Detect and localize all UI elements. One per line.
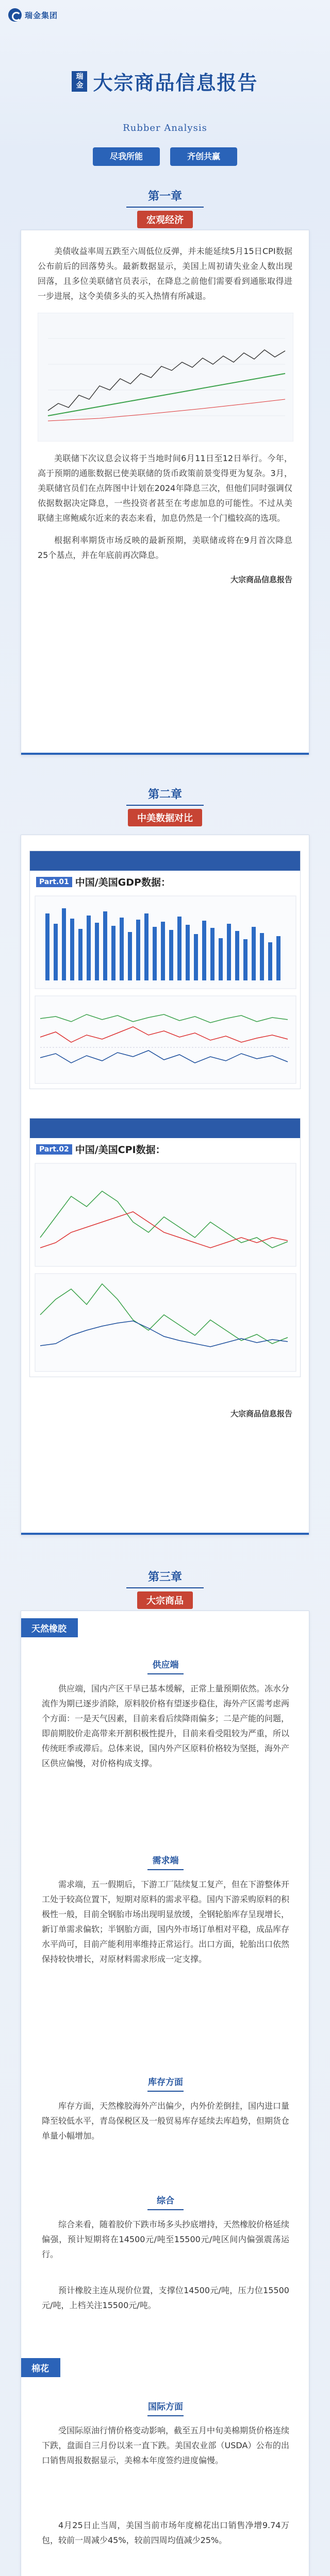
section-name: 大宗商品 [137, 1591, 193, 1609]
slogan-button-1: 尽我所能 [93, 147, 160, 166]
rubber-category-tag: 天然橡胶 [21, 1618, 78, 1637]
rubber-forecast-text: 预计橡胶主连从现价位置，支撑位14500元/吨，压力位15500元/吨，上档关注15500元/吨。 [42, 2285, 289, 2310]
part-tag: Part.02 [36, 1144, 72, 1155]
report-title: 大宗商品信息报告 [93, 72, 258, 94]
cotton-intl-text-2: 4月25日止当周，美国当前市场年度棉花出口销售净增9.74万包，较前一周减少45%，较前四周均值减少25%。 [42, 2520, 289, 2545]
company-logo [8, 8, 58, 22]
section-name: 中美数据对比 [128, 809, 202, 826]
rubber-summary-heading [21, 2193, 310, 2210]
section-name: 宏观经济 [137, 211, 193, 228]
rubber-inventory-heading [21, 2075, 310, 2092]
intl-heading-text: 国际方面 [148, 2402, 183, 2412]
chart-title: 中国/美国CPI数据： [75, 1144, 166, 1156]
rubber-demand-text: 需求端，五一假期后，下游工厂陆续复工复产，但在下游整体开工处于较高位置下，短期对原料的需求平稳。国内下游采购原料的积极性一般，目前全钢胎市场出现明显放缓，全钢轮胎库存呈现增长，新订单需求偏软；半钢胎方面，国内外市场订单相对平稳，成品库存水平尚可，目前产能利用率维持正常运行。出口方面，轮胎出口依然保持较快增长，对原材料需求形成一定支撑。 [42, 1879, 290, 1964]
rubber-supply-heading [21, 1657, 310, 1674]
cpi-chart-panel [29, 1118, 301, 1377]
section-number: 第一章 [147, 190, 182, 203]
inventory-heading-text: 库存方面 [148, 2077, 183, 2088]
treasury-yield-figure [38, 313, 293, 442]
gdp-chart [30, 893, 301, 1089]
rubber-summary-text: 综合来看，随着胶价下跌市场多头抄底增持，天然橡胶价格延续偏强，预计短期将在14500元/吨至15500元/吨区间内偏强震荡运行。 [42, 2219, 290, 2259]
report-subtitle: Rubber Analysis [123, 123, 207, 133]
rubber-inventory-text: 库存方面，天然橡胶海外产出偏少，内外价差倒挂，国内进口量降至较低水平，青岛保税区及一般贸易库存延续去库趋势，但期货仓单量小幅增加。 [42, 2101, 290, 2141]
macro-paragraph-2: 美联储下次议息会议将于当地时间6月11日至12日举行。今年，高于预期的通胀数据已使美联储的货币政策前景变得更为复杂。3月，美联储官员们在点阵图中计划在2024年降息三次，但他们同时强调仅依据数据决定降息，一些投资者甚至在考虑加息的可能性。不过从美联储主席鲍威尔近来的表态来看，加息仍然是一个门槛较高的选项。 [38, 453, 292, 523]
cotton-intl-text-1: 受国际原油行情价格变动影响，截至五月中旬美棉期货价格连续下跌，盘面自三月份以来一直下跌。美国农业部（USDA）公布的出口销售周报数据显示，美棉本年度签约进度偏慢。 [42, 2426, 290, 2465]
company-name: 瑞金集团 [25, 10, 58, 20]
section-2-heading [0, 786, 330, 826]
section-number: 第三章 [147, 1571, 182, 1584]
cotton-category-tag: 棉花 [21, 2358, 60, 2377]
rubber-demand-heading [21, 1853, 310, 1870]
section-number: 第二章 [147, 788, 182, 801]
section-1-heading [0, 188, 330, 228]
supply-heading-text: 供应端 [152, 1660, 179, 1670]
macro-card-note: 大宗商品信息报告 [230, 575, 292, 584]
commodities-card [21, 1611, 309, 2576]
demand-heading-text: 需求端 [152, 1856, 179, 1866]
charts-card [21, 835, 309, 1535]
title-tag: 瑞金 [72, 71, 87, 92]
macro-card [21, 230, 309, 755]
chart-title: 中国/美国GDP数据： [75, 877, 171, 888]
logo-icon [8, 8, 22, 22]
cotton-intl-heading [21, 2399, 310, 2416]
charts-card-note: 大宗商品信息报告 [230, 1409, 292, 1418]
macro-paragraph-3: 根据利率期货市场反映的最新预期，美联储或将在9月首次降息25个基点，并在年底前再次降息。 [38, 535, 292, 560]
header-buttons [0, 147, 330, 166]
rubber-supply-text: 供应端，国内产区干旱已基本缓解，正常上量预期依然。冻水分流作为期已逐步消除，原料胶价格有望逐步稳住，海外产区需考虑两个方面：一是天气因素，目前来看后续降雨偏多；二是产能的问题，即前期胶价走高带来开割积极性提升，目前来看受阻较为严重，所以传统旺季或滞后。总体来说，国内外产区原料价格较为坚挺，海外产区供应偏慢，对价格构成支撑。 [42, 1684, 290, 1768]
summary-heading-text: 综合 [157, 2196, 174, 2206]
gdp-chart-panel [29, 851, 301, 1089]
section-3-heading [0, 1568, 330, 1609]
cpi-chart [30, 1160, 301, 1377]
macro-paragraph-1: 美债收益率周五跌至六周低位反弹，并未能延续5月15日CPI数据公布前后的回落势头。最新数据显示，美国上周初请失业金人数出现回落，且多位美联储官员表示，在降息之前他们需要看到通胀取得进一步进展，这令美债多头的买入热情有所减退。 [38, 246, 292, 301]
slogan-button-2: 齐创共赢 [170, 147, 237, 166]
report-title-block [0, 67, 330, 95]
part-tag: Part.01 [36, 877, 72, 887]
